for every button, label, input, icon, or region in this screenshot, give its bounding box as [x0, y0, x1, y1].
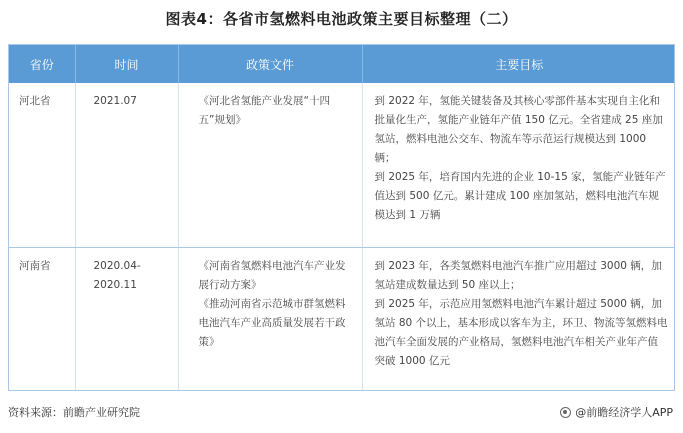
- province-cell: 河南省: [19, 260, 51, 272]
- time-cell: 2020.04-2020.11: [93, 260, 141, 291]
- source-note: 资料来源：前瞻产业研究院: [8, 406, 140, 419]
- header-policy-document: 政策文件: [178, 45, 362, 83]
- policy-document: 《推动河南省示范城市群氢燃料电池汽车产业高质量发展若干政策》: [198, 298, 346, 348]
- goal-text: 到 2022 年，氢能关键装备及其核心零部件基本实现自主化和批量化生产，氢能产业链年产值 150 亿元。全省建成 25 座加氢站，燃料电池公交车、物流车等示范运行规模达到 1000 辆；: [374, 95, 663, 164]
- table-row: [9, 248, 675, 392]
- time-cell: 2021.07: [93, 95, 137, 107]
- header-time: 时间: [75, 45, 178, 83]
- goal-text: 到 2025 年，示范应用氢燃料电池汽车累计超过 5000 辆，加氢站 80 个以上，基本形成以客车为主，环卫、物流等氢燃料电池汽车全面发展的产业格局，氢燃料电池汽车相关产业年产值突破 1000 亿元: [374, 298, 668, 367]
- header-province: 省份: [9, 45, 75, 83]
- table-row: [9, 83, 675, 248]
- header-main-goals: 主要目标: [362, 45, 675, 83]
- page-title: 图表4：各省市氢燃料电池政策主要目标整理（二）: [165, 10, 518, 28]
- policy-document: 《河北省氢能产业发展“十四五”规划》: [198, 95, 330, 126]
- goal-text: 到 2025 年，培育国内先进的企业 10-15 家，氢能产业链年产值达到 500 亿元。累计建成 100 座加氢站，燃料电池汽车规模达到 1 万辆: [374, 171, 666, 221]
- goal-text: 到 2023 年，各类氢燃料电池汽车推广应用超过 3000 辆，加氢站建成数量达到 50 座以上；: [374, 260, 662, 291]
- table-header-row: [9, 45, 675, 83]
- policy-table: [8, 44, 675, 391]
- policy-document: 《河南省氢燃料电池汽车产业发展行动方案》: [198, 260, 346, 291]
- brand-credit: [560, 404, 673, 420]
- province-cell: 河北省: [19, 95, 51, 107]
- brand-label: @前瞻经济学人APP: [575, 406, 673, 419]
- brand-logo-icon: [560, 407, 571, 418]
